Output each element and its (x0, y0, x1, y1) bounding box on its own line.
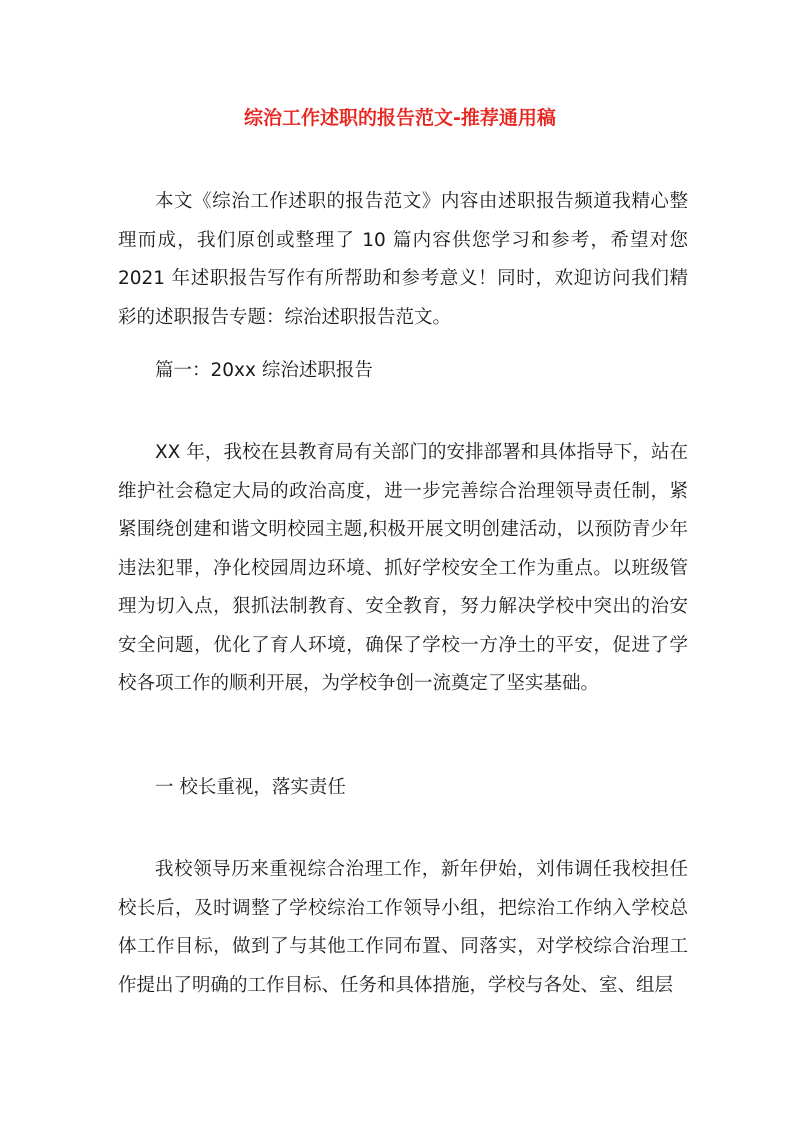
body-paragraph-1: XX 年，我校在县教育局有关部门的安排部署和具体指导下，站在维护社会稳定大局的政治高度，进一步完善综合治理领导责任制，紧紧围绕创建和谐文明校园主题,积极开展文明创建活动，以预防青少年违法犯罪，净化校园周边环境、抓好学校安全工作为重点。以班级管理为切入点，狠抓法制教育、安全教育，努力解决学校中突出的治安安全问题，优化了育人环境，确保了学校一方净土的平安，促进了学校各项工作的顺利开展，为学校争创一流奠定了坚实基础。 (118, 442, 688, 694)
section-one-heading: 一 校长重视，落实责任 (155, 777, 346, 798)
part-one-heading: 篇一：20xx 综治述职报告 (155, 360, 373, 381)
document-title: 综治工作述职的报告范文-推荐通用稿 (244, 107, 556, 129)
body-paragraph-2: 我校领导历来重视综合治理工作，新年伊始，刘伟调任我校担任校长后，及时调整了学校综治工作领导小组，把综治工作纳入学校总体工作目标，做到了与其他工作同布置、同落实，对学校综合治理工作提出了明确的工作目标、任务和具体措施，学校与各处、室、组层 (118, 859, 688, 996)
intro-paragraph: 本文《综治工作述职的报告范文》内容由述职报告频道我精心整理而成，我们原创或整理了 10 篇内容供您学习和参考，希望对您 2021 年述职报告写作有所帮助和参考意义！同时，欢迎访问我们精彩的述职报告专题：综治述职报告范文。 (118, 191, 688, 328)
